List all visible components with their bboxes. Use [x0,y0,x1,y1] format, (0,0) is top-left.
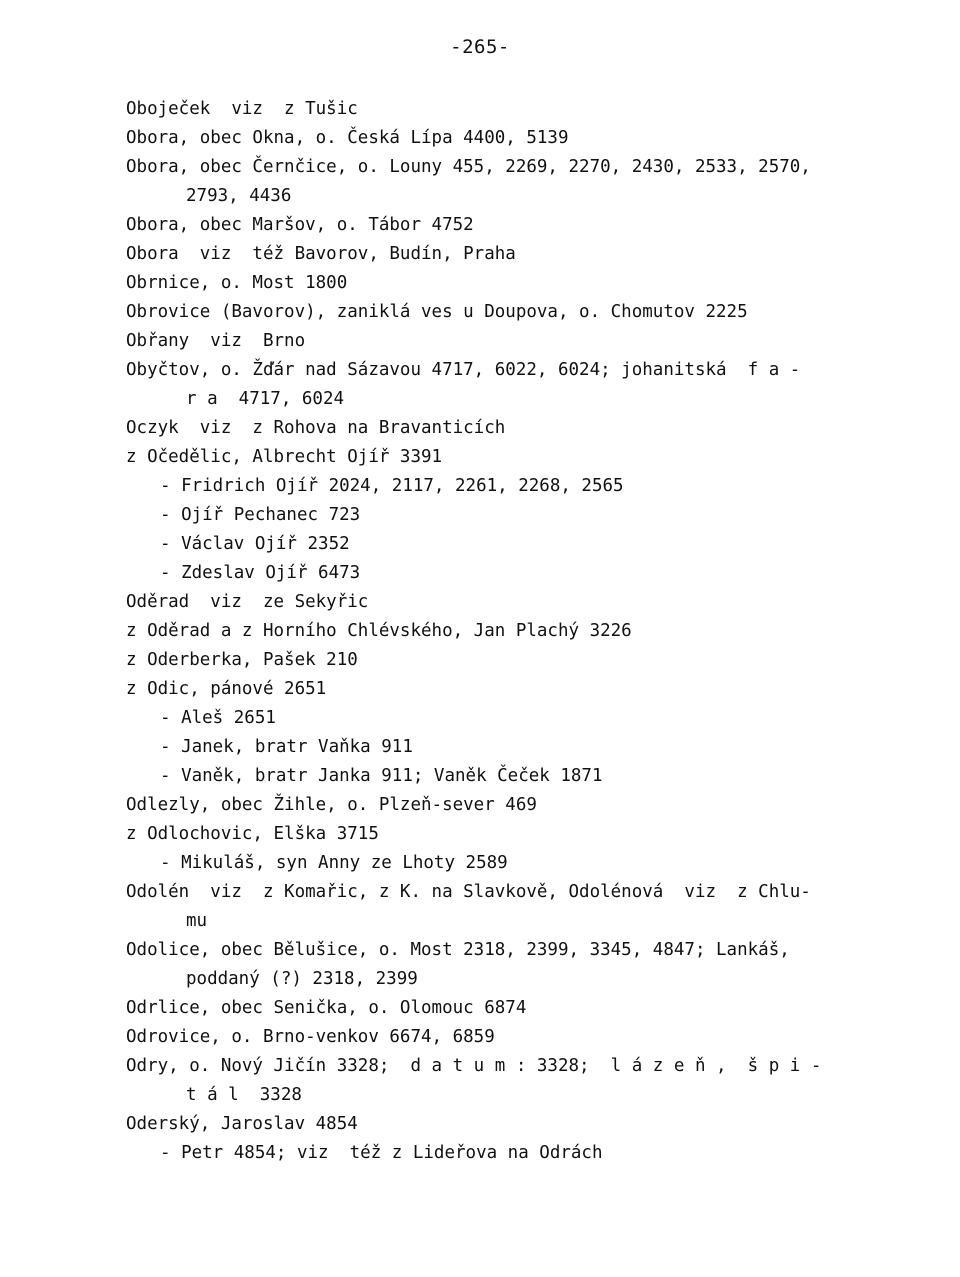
index-entry: Oderský, Jaroslav 4854 [126,1114,358,1134]
page-number: -265- [450,36,510,58]
index-subentry: - Janek, bratr Vaňka 911 [160,737,413,757]
index-entry: Oděrad viz ze Sekyřic [126,592,369,612]
index-entry: Obora viz též Bavorov, Budín, Praha [126,244,516,264]
index-subentry: - Mikuláš, syn Anny ze Lhoty 2589 [160,853,508,873]
index-subentry: - Vaněk, bratr Janka 911; Vaněk Čeček 1871 [160,766,603,786]
index-entry: Odolén viz z Komařic, z K. na Slavkově, Odolénová viz z Chlu- [126,882,811,902]
index-entry: Odry, o. Nový Jičín 3328; d a t u m : 3328; l á z e ň , š p i - [126,1056,822,1076]
index-entry-continuation: 2793, 4436 [186,186,292,206]
index-subentry: - Aleš 2651 [160,708,276,728]
index-entry: z Očedělic, Albrecht Ojíř 3391 [126,447,443,467]
index-entry: z Odic, pánové 2651 [126,679,327,699]
index-subentry: - Petr 4854; viz též z Lideřova na Odrách [160,1143,603,1163]
index-subentry: - Zdeslav Ojíř 6473 [160,563,361,583]
index-subentry: - Václav Ojíř 2352 [160,534,350,554]
index-entry-continuation: poddaný (?) 2318, 2399 [186,969,418,989]
index-entry: Obřany viz Brno [126,331,306,351]
index-entry: Odolice, obec Bělušice, o. Most 2318, 2399, 3345, 4847; Lankáš, [126,940,790,960]
index-entry: Odrovice, o. Brno-venkov 6674, 6859 [126,1027,495,1047]
index-entry-continuation: r a 4717, 6024 [186,389,345,409]
index-entry: z Oderberka, Pašek 210 [126,650,358,670]
index-entry: z Odlochovic, Elška 3715 [126,824,379,844]
index-entry: Odlezly, obec Žihle, o. Plzeň-sever 469 [126,795,537,815]
index-entry: Obora, obec Okna, o. Česká Lípa 4400, 5139 [126,128,569,148]
index-entry-list [126,95,906,1168]
index-entry: Obyčtov, o. Žďár nad Sázavou 4717, 6022, 6024; johanitská f a - [126,360,801,380]
index-entry: Oczyk viz z Rohova na Bravanticích [126,418,506,438]
index-entry: Obrnice, o. Most 1800 [126,273,348,293]
index-entry: Oboječek viz z Tušic [126,99,358,119]
index-subentry: - Ojíř Pechanec 723 [160,505,361,525]
index-subentry: - Fridrich Ojíř 2024, 2117, 2261, 2268, 2565 [160,476,624,496]
index-entry: Odrlice, obec Senička, o. Olomouc 6874 [126,998,527,1018]
index-entry: Obrovice (Bavorov), zaniklá ves u Doupova, o. Chomutov 2225 [126,302,748,322]
index-entry: Obora, obec Maršov, o. Tábor 4752 [126,215,474,235]
index-entry-continuation: t á l 3328 [186,1085,302,1105]
index-entry: Obora, obec Černčice, o. Louny 455, 2269, 2270, 2430, 2533, 2570, [126,157,811,177]
index-entry: z Oděrad a z Horního Chlévského, Jan Plachý 3226 [126,621,632,641]
index-entry-continuation: mu [186,911,208,931]
